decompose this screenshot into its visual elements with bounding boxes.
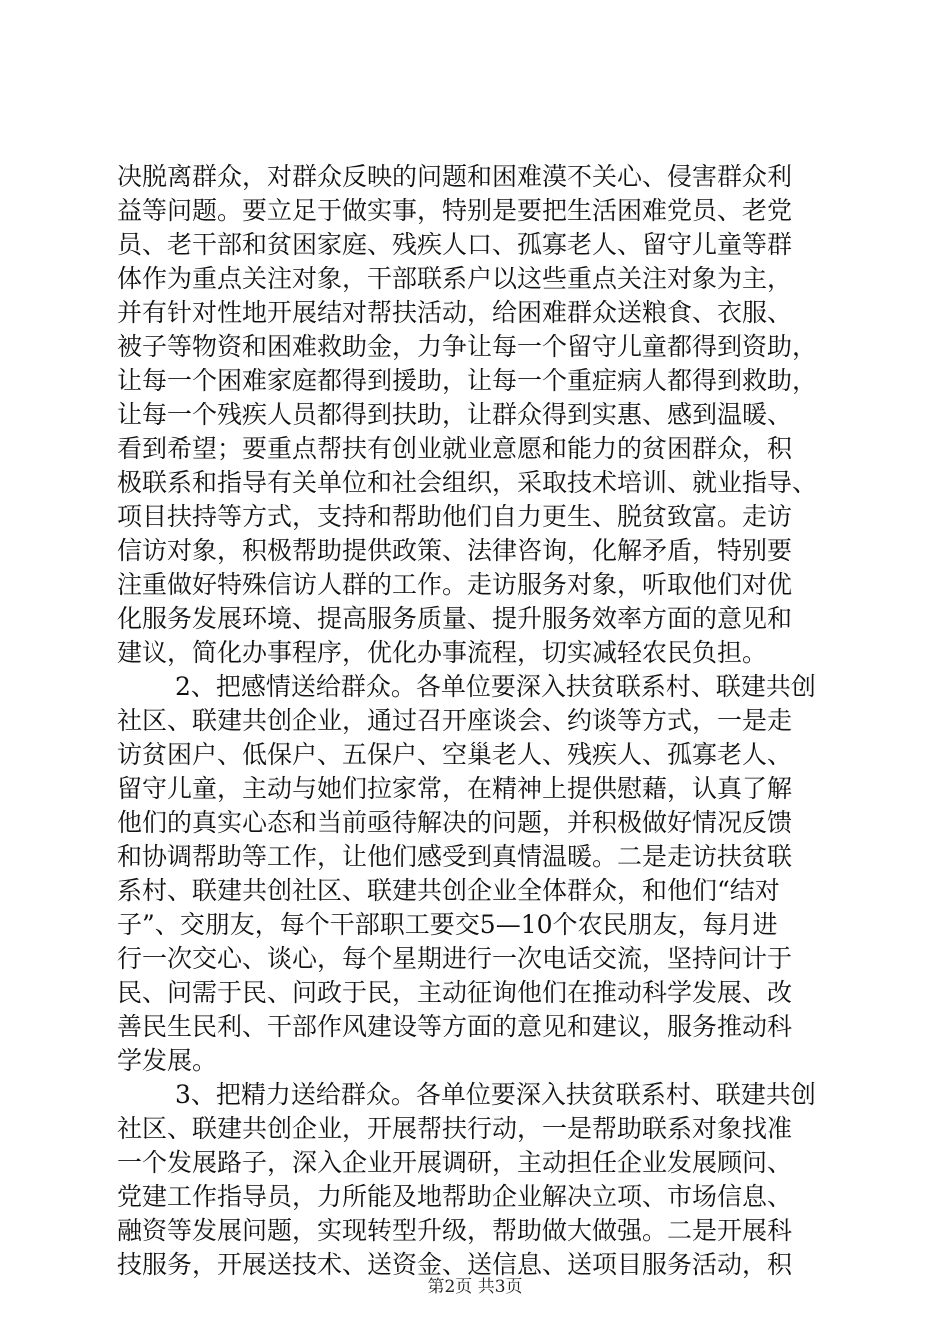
text-line: 建议，简化办事程序，优化办事流程，切实减轻农民负担。 <box>117 638 768 667</box>
text-line: 2、把感情送给群众。各单位要深入扶贫联系村、联建共创 <box>175 672 816 701</box>
text-line: 他们的真实心态和当前亟待解决的问题，并积极做好情况反馈 <box>117 808 793 837</box>
text-line: 益等问题。要立足于做实事，特别是要把生活困难党员、老党 <box>117 196 793 225</box>
text-line: 融资等发展问题，实现转型升级，帮助做大做强。二是开展科 <box>117 1216 793 1245</box>
text-line: 项目扶持等方式，支持和帮助他们自力更生、脱贫致富。走访 <box>117 502 793 531</box>
text-line: 系村、联建共创社区、联建共创企业全体群众，和他们“结对 <box>117 876 780 905</box>
text-line: 技服务，开展送技术、送资金、送信息、送项目服务活动，积 <box>117 1250 793 1279</box>
text-line: 极联系和指导有关单位和社会组织，采取技术培训、就业指导、 <box>117 468 818 497</box>
text-line: 子”、交朋友，每个干部职工要交5—10个农民朋友，每月进 <box>117 910 778 939</box>
text-line: 被子等物资和困难救助金，力争让每一个留守儿童都得到资助， <box>117 332 818 361</box>
text-line: 并有针对性地开展结对帮扶活动，给困难群众送粮食、衣服、 <box>117 298 793 327</box>
text-line: 党建工作指导员，力所能及地帮助企业解决立项、市场信息、 <box>117 1182 793 1211</box>
text-line: 3、把精力送给群众。各单位要深入扶贫联系村、联建共创 <box>175 1080 816 1109</box>
page-footer: 第2页 共3页 <box>427 1277 523 1297</box>
text-line: 看到希望；要重点帮扶有创业就业意愿和能力的贫困群众，积 <box>117 434 793 463</box>
text-line: 化服务发展环境、提高服务质量、提升服务效率方面的意见和 <box>117 604 793 633</box>
text-line: 和协调帮助等工作，让他们感受到真情温暖。二是走访扶贫联 <box>117 842 793 871</box>
text-line: 让每一个困难家庭都得到援助，让每一个重症病人都得到救助， <box>117 366 818 395</box>
text-line: 社区、联建共创企业，开展帮扶行动，一是帮助联系对象找准 <box>117 1114 793 1143</box>
text-line: 善民生民利、干部作风建设等方面的意见和建议，服务推动科 <box>117 1012 793 1041</box>
text-line: 决脱离群众，对群众反映的问题和困难漠不关心、侵害群众利 <box>117 162 793 191</box>
text-line: 信访对象，积极帮助提供政策、法律咨询，化解矛盾，特别要 <box>117 536 793 565</box>
text-line: 访贫困户、低保户、五保户、空巢老人、残疾人、孤寡老人、 <box>117 740 793 769</box>
text-line: 注重做好特殊信访人群的工作。走访服务对象，听取他们对优 <box>117 570 793 599</box>
text-line: 留守儿童，主动与她们拉家常，在精神上提供慰藉，认真了解 <box>117 774 793 803</box>
text-line: 一个发展路子，深入企业开展调研，主动担任企业发展顾问、 <box>117 1148 793 1177</box>
text-line: 员、老干部和贫困家庭、残疾人口、孤寡老人、留守儿童等群 <box>117 230 793 259</box>
text-line: 学发展。 <box>117 1046 218 1075</box>
text-line: 行一次交心、谈心，每个星期进行一次电话交流，坚持问计于 <box>117 944 793 973</box>
text-line: 民、问需于民、问政于民，主动征询他们在推动科学发展、改 <box>117 978 793 1007</box>
document-body <box>117 160 837 1282</box>
text-line: 让每一个残疾人员都得到扶助，让群众得到实惠、感到温暖、 <box>117 400 793 429</box>
text-line: 社区、联建共创企业，通过召开座谈会、约谈等方式，一是走 <box>117 706 793 735</box>
text-line: 体作为重点关注对象，干部联系户以这些重点关注对象为主， <box>117 264 793 293</box>
